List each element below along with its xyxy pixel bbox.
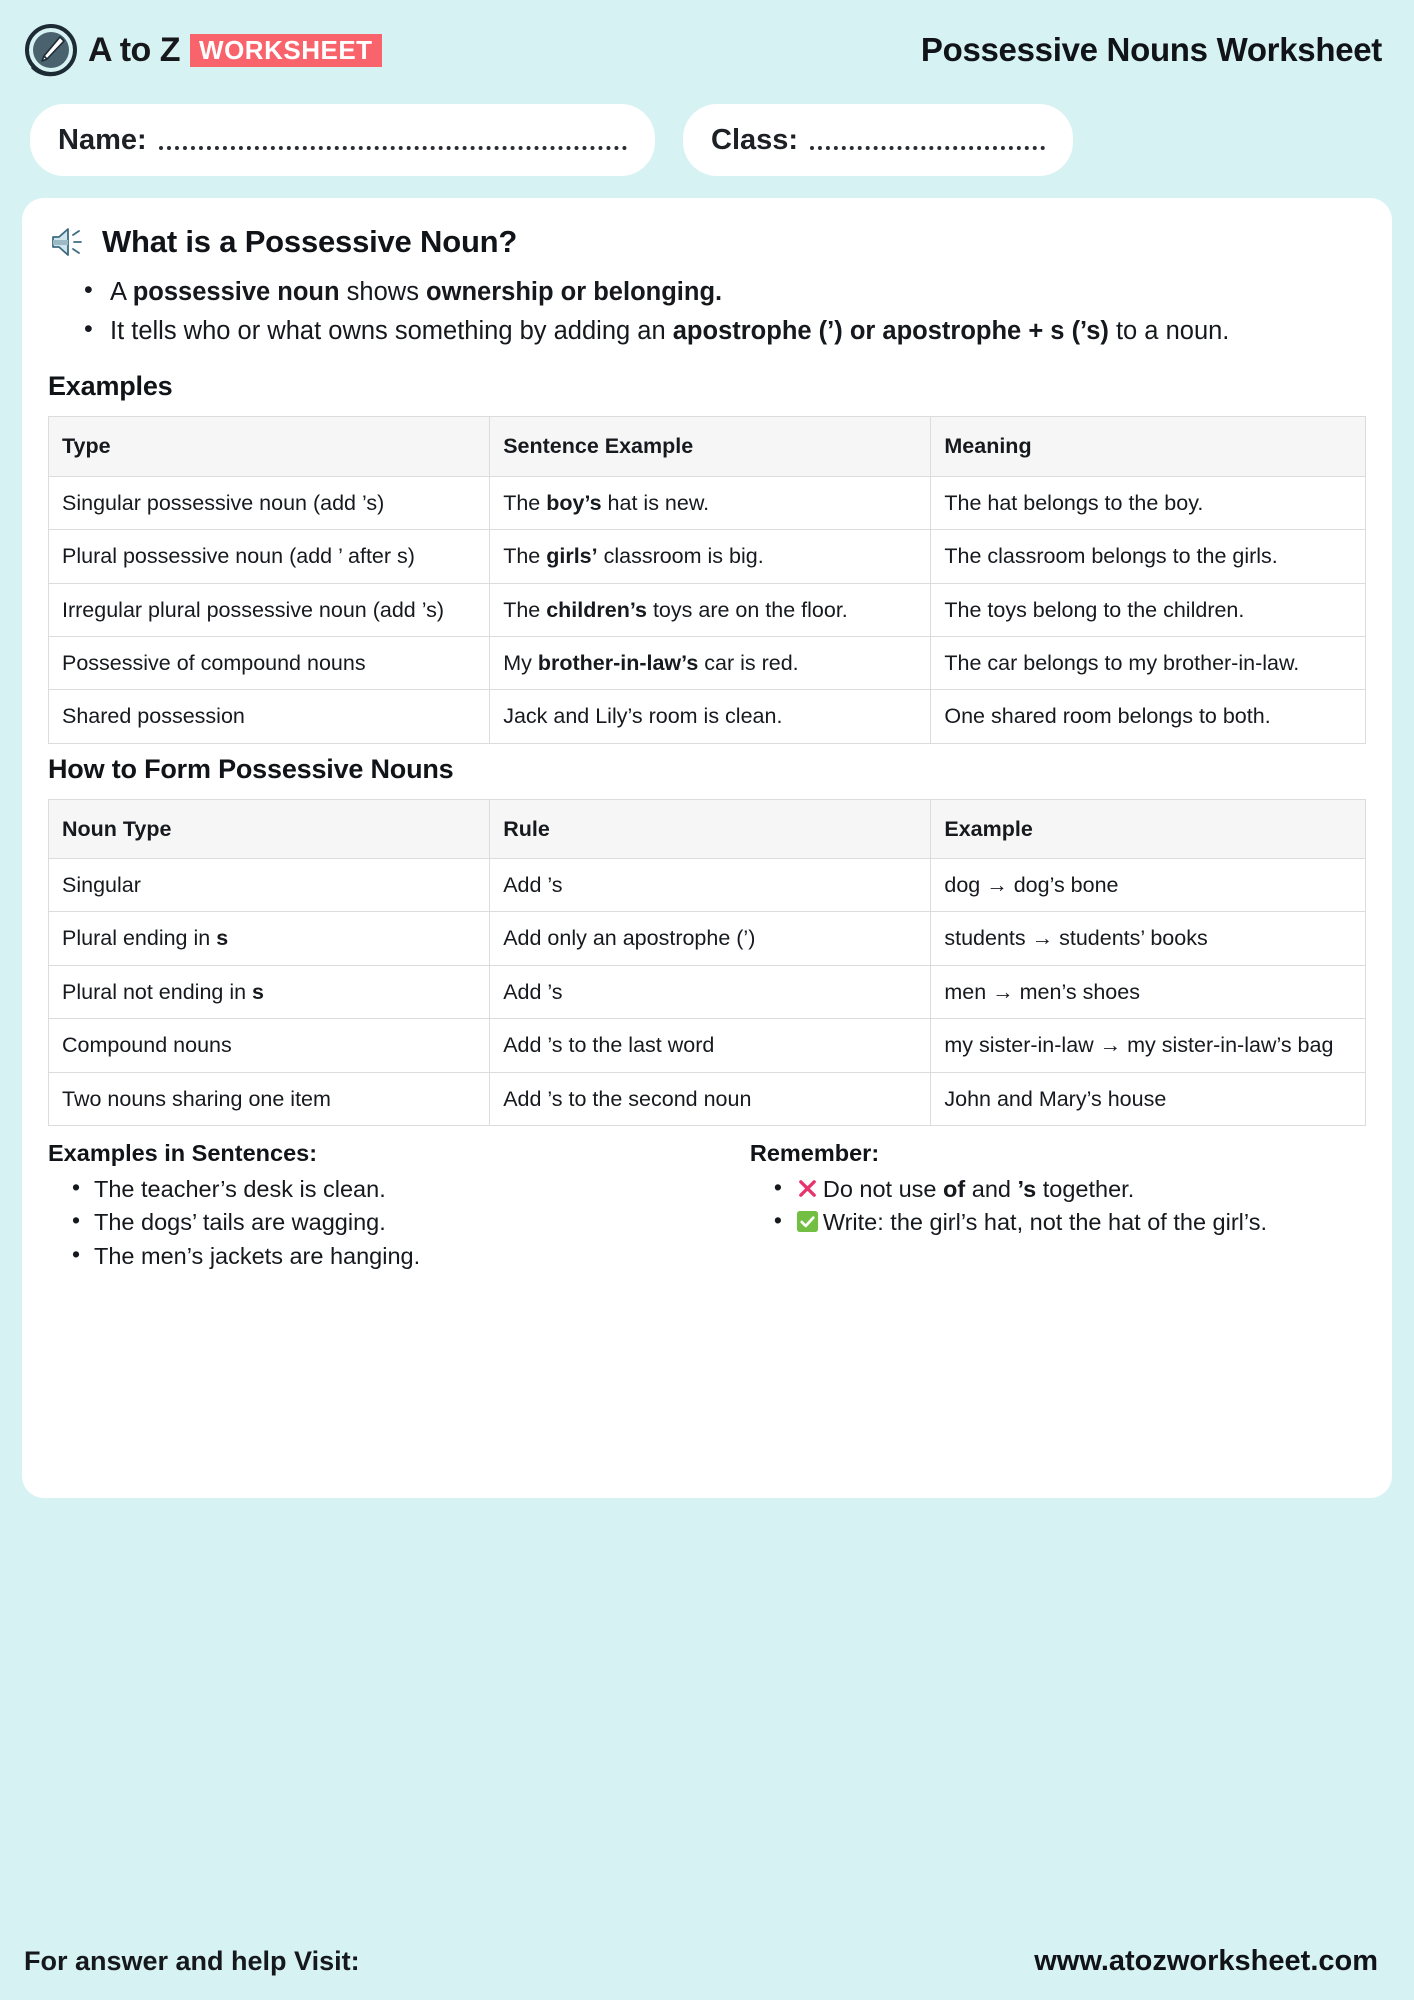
table-row [49,583,1366,636]
class-field-box[interactable] [683,104,1073,176]
remember-heading: Remember: [749,1139,880,1166]
list-item [48,1240,702,1272]
table-row [49,476,1366,529]
name-write-line[interactable] [159,146,627,150]
brand-logo [24,23,382,77]
column-header: Noun Type [49,799,490,858]
cell-noun-type [49,912,490,965]
column-header: Rule [490,799,931,858]
examples-heading: Examples [48,371,173,402]
page-title: Possessive Nouns Worksheet [920,31,1382,68]
plain-text: hat is new. [601,490,710,515]
plain-text: Plural not ending in [62,979,253,1004]
column-header: Meaning [931,417,1366,476]
cell-type: Plural possessive noun (add ’ after s) [49,530,490,583]
class-label: Class: [711,123,799,156]
column-header: Example [931,799,1366,858]
table-row [49,530,1366,583]
cell-meaning: The toys belong to the children. [931,583,1366,636]
bottom-columns [48,1140,1366,1273]
plain-text: and [965,1175,1018,1202]
remember-list [750,1173,1366,1239]
cell-example: students → students’ books [931,912,1366,965]
plain-text: Jack and Lily’s room is clean. [503,704,783,729]
column-header: Sentence Example [490,417,931,476]
identity-row [0,104,1414,176]
plain-text: to a noun. [1108,317,1230,346]
list-item [48,1173,702,1205]
intro-heading-row [48,224,1366,260]
table-row [49,965,1366,1018]
plain-text: together. [1036,1175,1135,1202]
plain-text: It tells who or what owns something by adding an [110,317,673,346]
cell-sentence [490,476,931,529]
cell-type: Shared possession [49,690,490,743]
list-item [48,1206,702,1238]
name-label: Name: [58,123,147,156]
intro-bullet-list [48,274,1366,349]
plain-text: The [503,490,547,515]
emphasis-text: s [216,926,229,951]
list-item [750,1206,1366,1238]
cell-type: Irregular plural possessive noun (add ’s) [49,583,490,636]
examples-in-sentences-list [48,1173,702,1272]
cell-meaning: The car belongs to my brother-in-law. [931,636,1366,689]
footer-help-text: For answer and help Visit: [24,1946,360,1976]
cell-noun-type [49,1072,490,1125]
cell-meaning: The hat belongs to the boy. [931,476,1366,529]
cell-example: men → men’s shoes [931,965,1366,1018]
examples-table [48,416,1366,743]
plain-text: A [110,278,133,306]
table-header-row [49,417,1366,476]
cell-rule: Add ’s [490,859,931,912]
cell-type: Possessive of compound nouns [49,636,490,689]
howto-heading: How to Form Possessive Nouns [48,753,454,784]
plain-text: car is red. [698,650,799,675]
check-mark-icon [796,1210,819,1233]
cell-example: John and Mary’s house [931,1072,1366,1125]
cell-rule: Add ’s to the second noun [490,1072,931,1125]
cell-example: my sister-in-law → my sister-in-law’s bag [931,1019,1366,1072]
cross-mark-icon [796,1177,819,1200]
remember-block [712,1140,1366,1273]
cell-noun-type [49,1019,490,1072]
emphasis-text: possessive noun [132,278,340,306]
emphasis-text: s [252,979,265,1004]
table-row [49,690,1366,743]
cell-meaning: One shared room belongs to both. [931,690,1366,743]
cell-noun-type [49,859,490,912]
plain-text: The teacher’s desk is clean. [94,1175,386,1202]
emphasis-text: ownership or belonging. [426,278,723,306]
intro-title: What is a Possessive Noun? [102,224,518,259]
plain-text: classroom is big. [597,544,764,569]
cell-rule: Add ’s to the last word [490,1019,931,1072]
plain-text: The [503,597,547,622]
table-row [49,1072,1366,1125]
page-footer [0,1923,1414,2000]
plain-text: The [503,544,547,569]
plain-text: shows [339,278,427,306]
brand-worksheet-badge: WORKSHEET [190,34,382,67]
cell-example: dog → dog’s bone [931,859,1366,912]
plain-text: toys are on the floor. [646,597,848,622]
emphasis-text: brother-in-law’s [537,650,699,675]
emphasis-text: apostrophe (’) or apostrophe + s (’s) [672,317,1109,346]
cell-noun-type [49,965,490,1018]
cell-sentence [490,690,931,743]
emphasis-text: boy’s [546,490,602,515]
table-row [49,859,1366,912]
plain-text: Plural ending in [62,926,217,951]
plain-text: Two nouns sharing one item [62,1086,331,1111]
emphasis-text: girls’ [546,544,598,569]
plain-text: Write: the girl’s hat, not the hat of the girl’s. [822,1209,1267,1236]
cell-type: Singular possessive noun (add ’s) [49,476,490,529]
class-write-line[interactable] [810,146,1045,150]
worksheet-card [22,198,1392,1498]
plain-text: The men’s jackets are hanging. [94,1242,421,1269]
plain-text: Compound nouns [62,1033,232,1058]
intro-bullet [48,313,1366,349]
cell-meaning: The classroom belongs to the girls. [931,530,1366,583]
howto-table [48,799,1366,1126]
emphasis-text: children’s [546,597,647,622]
plain-text: The dogs’ tails are wagging. [94,1209,386,1236]
table-row [49,636,1366,689]
examples-in-sentences-heading: Examples in Sentences: [48,1139,318,1166]
footer-website-link[interactable]: www.atozworksheet.com [1034,1945,1378,1977]
table-header-row [49,799,1366,858]
megaphone-icon [48,225,88,259]
page-header [0,0,1414,100]
plain-text: Do not use [822,1175,944,1202]
table-row [49,1019,1366,1072]
cell-rule: Add only an apostrophe (’) [490,912,931,965]
brand-atoz-text: A to Z [88,30,181,69]
name-field-box[interactable] [30,104,655,176]
cell-rule: Add ’s [490,965,931,1018]
emphasis-text: ’s [1017,1175,1037,1202]
emphasis-text: of [943,1175,966,1202]
examples-in-sentences-block [48,1140,702,1273]
list-item [750,1173,1366,1205]
cell-sentence [490,530,931,583]
intro-bullet [48,274,1366,310]
cell-sentence [490,583,931,636]
plain-text: Singular [62,873,141,898]
plain-text: My [503,650,538,675]
table-row [49,912,1366,965]
pen-circle-logo-icon [24,23,78,77]
cell-sentence [490,636,931,689]
column-header: Type [49,417,490,476]
